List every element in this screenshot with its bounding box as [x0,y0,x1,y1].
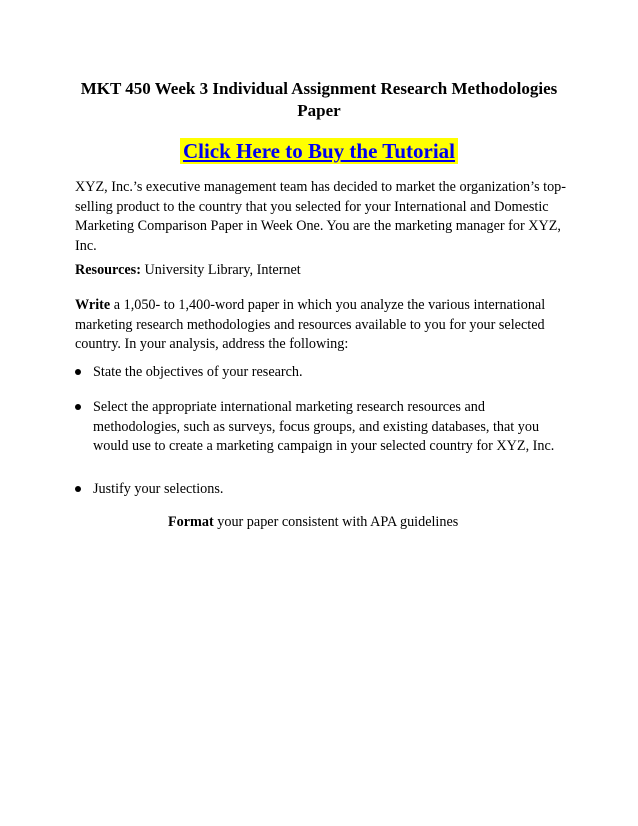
buy-tutorial-link-container [0,138,638,164]
write-label: Write [75,297,111,313]
buy-tutorial-link[interactable]: Click Here to Buy the Tutorial [180,138,458,164]
bullet-text: Justify your selections. [93,481,224,497]
bullet-dot-icon [75,404,81,410]
resources-text: University Library, Internet [140,262,301,278]
resources-label: Resources: [75,262,141,278]
intro-paragraph: XYZ, Inc.’s executive management team has decided to market the organization’s top-selling product to the country that you selected for your International and Domestic Marketing Comparison Paper in Week One. You are the marketing manager for XYZ, Inc. [75,179,567,254]
bullet-text: Select the appropriate international marketing research resources and methodologies, such as surveys, focus groups, and existing databases, that you would use to create a marketing campaign in your selected country for XYZ, Inc. [93,399,555,454]
format-text: your paper consistent with APA guidelines [213,514,459,530]
bullet-text: State the objectives of your research. [93,364,303,380]
write-text: a 1,050- to 1,400-word paper in which you analyze the various international marketing research methodologies and resources available to you for your selected country. In your analysis, address the following: [75,297,546,352]
bullet-dot-icon [75,369,81,375]
write-paragraph [75,296,570,355]
resources-paragraph [75,261,570,281]
format-label: Format [168,514,214,530]
bullet-dot-icon [75,486,81,492]
format-paragraph [168,513,458,533]
document-title: MKT 450 Week 3 Individual Assignment Research Methodologies Paper [80,79,558,120]
